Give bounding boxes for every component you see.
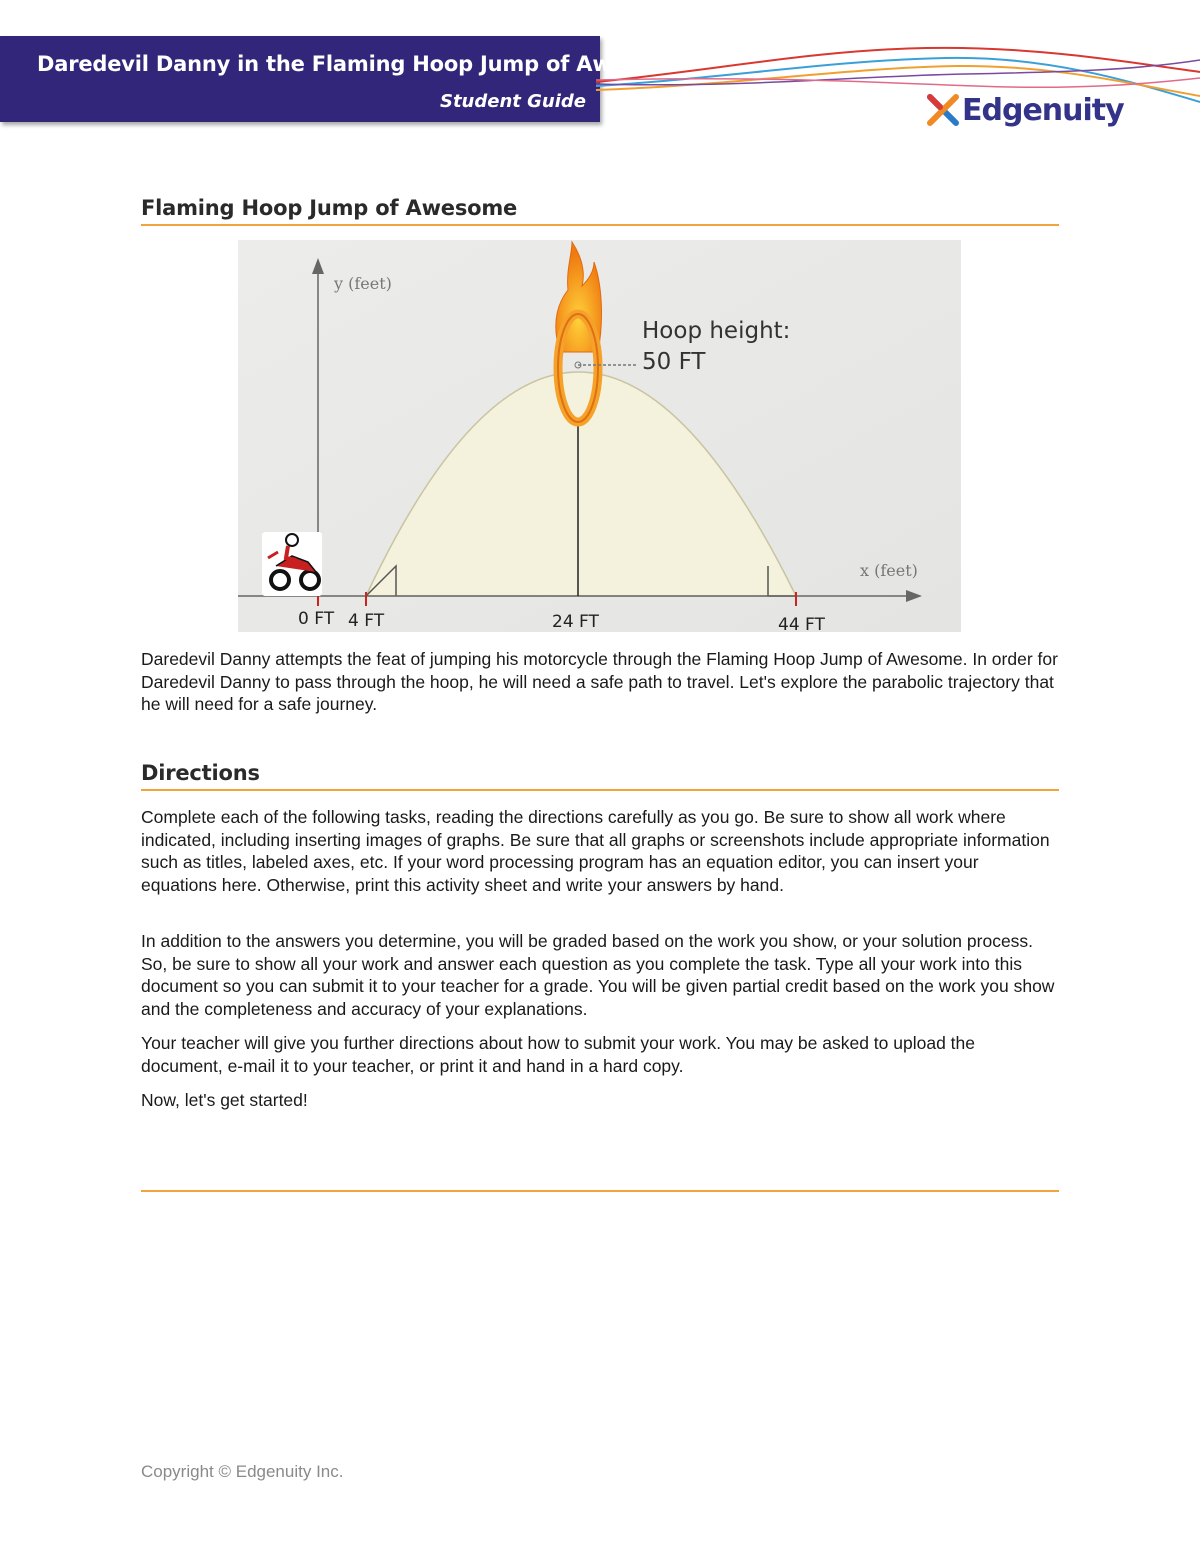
section-heading-directions: Directions — [141, 761, 1059, 791]
hoop-height-label: Hoop height: — [642, 318, 791, 344]
directions-paragraph: Now, let's get started! — [141, 1090, 308, 1110]
edgenuity-logo-text: Edgenuity — [962, 92, 1124, 128]
directions-paragraph: Complete each of the following tasks, reading the directions carefully as you go. Be sure to show all work where indicated, including inserting images of graphs. Be sure that all graphs or screenshots include appropriate information such as titles, labeled axes, etc. If your word processing program has an equation editor, you can insert your equations here. Otherwise, print this activity sheet and write your answers by hand. — [141, 807, 1050, 895]
intro-paragraph: Daredevil Danny attempts the feat of jumping his motorcycle through the Flaming Hoop Jump of Awesome. In order for Daredevil Danny to pass through the hoop, he will need a safe path to travel. Let's explore the parabolic trajectory that he will need for a safe journey. — [141, 649, 1058, 714]
hoop-height-value: 50 FT — [642, 349, 706, 375]
x-axis-label: x (feet) — [860, 561, 918, 580]
footer-copyright: Copyright © Edgenuity Inc. — [141, 1462, 344, 1481]
document-title: Daredevil Danny in the Flaming Hoop Jump of Awesome — [37, 52, 688, 76]
section-heading-flaming-hoop: Flaming Hoop Jump of Awesome — [141, 196, 1059, 226]
edgenuity-logo — [926, 90, 1124, 130]
directions-paragraph: In addition to the answers you determine, you will be graded based on the work you show, or your solution process. So, be sure to show all your work and answer each question as you complete the task. Type all your work into this document so you can submit it to your teacher for a grade. You will be given partial credit based on the work you show and the completeness and accuracy of your explanations. — [141, 931, 1055, 1019]
motorcycle-icon — [262, 532, 322, 596]
header-banner — [0, 36, 688, 122]
tick-label-4: 4 FT — [348, 611, 385, 631]
section-divider — [141, 1190, 1059, 1192]
tick-label-44: 44 FT — [778, 615, 825, 632]
tick-label-24: 24 FT — [552, 612, 599, 632]
trajectory-figure — [238, 240, 961, 632]
tick-label-0: 0 FT — [298, 609, 335, 629]
directions-paragraph: Your teacher will give you further directions about how to submit your work. You may be asked to upload the document, e-mail it to your teacher, or print it and hand in a hard copy. — [141, 1033, 976, 1076]
document-subtitle: Student Guide — [439, 91, 586, 112]
y-axis-label: y (feet) — [334, 274, 392, 293]
edgenuity-x-icon — [926, 93, 960, 127]
